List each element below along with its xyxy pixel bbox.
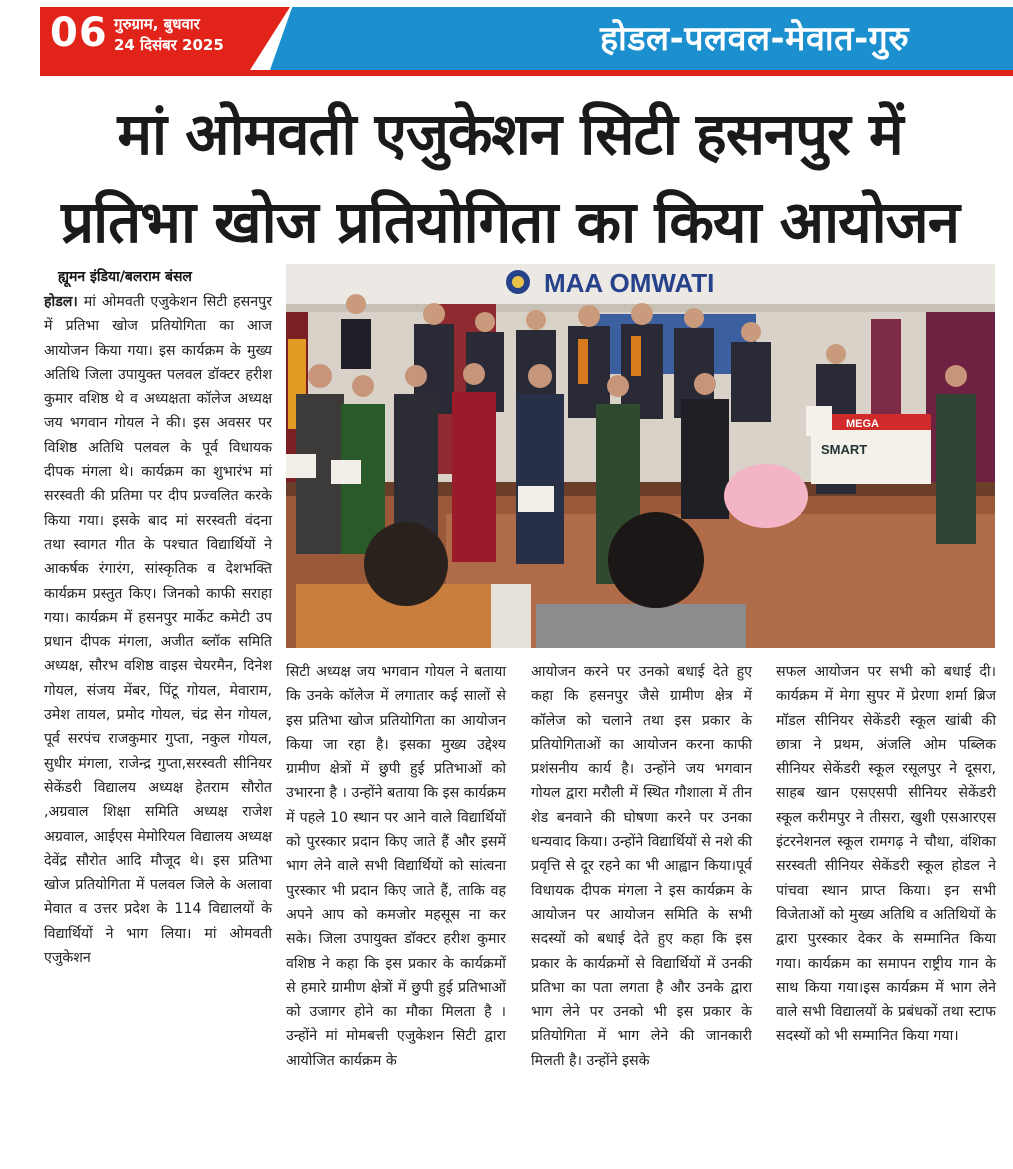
article-column-3: आयोजन करने पर उनको बधाई देते हुए कहा कि हसनपुर जैसे ग्रामीण क्षेत्र में कॉलेज को चलाने तथा इस प्रकार के प्रतियोगिताओं का आयोजन करना काफी प्रशंसनीय कार्य है। उन्होंने जय भगवान गोयल द्वारा मरौली में स्थित गौशाला में तीन शेड बनवाने की घोषणा करने पर उनका धन्यवाद किया। उन्होंने विद्यार्थियों से नशे की प्रवृत्ति से दूर रहने का भी आह्वान किया।पूर्व विधायक दीपक मंगला ने इस कार्यक्रम के आयोजन पर आयोजन समिति के सभी सदस्यों को बधाई देते हुए कहा कि इस प्रकार के कार्यक्रमों से विद्यार्थियों में उनकी प्रतिभा का पता लगता है और उनके द्वारा भाग लेने पर उनको भी इस प्रकार के प्रतियोगिता में भाग लेने की जानकारी मिलती है। उन्होंने इसके: [531, 664, 752, 1069]
article-column-4: सफल आयोजन पर सभी को बधाई दी। कार्यक्रम में मेगा सुपर में प्रेरणा शर्मा ब्रिज मॉडल सीनियर सेकेंडरी स्कूल खांबी की छात्रा ने प्रथम, अंजलि ओम पब्लिक सीनियर सेकेंडरी स्कूल रसूलपुर ने दूसरा, साहब खान एसएसपी सीनियर सेकेंडरी स्कूल करीमपुर ने तीसरा, खुशी एसआरएस इंटरनेशनल स्कूल रामगढ़ ने चौथा, वंशिका सरस्वती सीनियर सेकेंडरी स्कूल होडल ने पांचवा स्थान प्राप्त किया। इन सभी विजेताओं को मुख्य अतिथि व अतिथियों के द्वारा पुरस्कार देकर के सम्मानित किया गया। कार्यक्रम का समापन राष्ट्रीय गान के साथ किया गया।इस कार्यक्रम में भाग लेने वाले सभी विद्यालयों के प्रबंधकों तथा स्टाफ सदस्यों को भी सम्मानित किया गया।: [776, 664, 996, 1045]
location-date: [114, 14, 224, 56]
dateline: होडल।: [44, 294, 78, 310]
page-header: [0, 0, 1013, 76]
page-number: 06: [50, 10, 108, 56]
header-rule: [40, 70, 1013, 76]
event-photo: [286, 264, 995, 648]
byline: ह्यूमन इंडिया/बलराम बंसल: [58, 269, 192, 285]
article-column-1: [44, 290, 272, 970]
column-1-text: मां ओमवती एजुकेशन सिटी हसनपुर में प्रतिभा खोज प्रतियोगिता का आज आयोजन किया गया। इस कार्यक्रम के मुख्य अतिथि जिला उपायुक्त पलवल डॉक्टर हरीश कुमार वशिष्ठ थे व अध्यक्षता कॉलेज अध्यक्ष जय भगवान गोयल ने की। इस अवसर पर विशिष्ठ अतिथि पलवल के पूर्व विधायक दीपक मंगला थे। कार्यक्रम का शुभारंभ मां सरस्वती की प्रतिमा पर दीप प्रज्वलित करके किया गया। इसके बाद मां सरस्वती वंदना तथा स्वागत गीत के पश्चात विद्यार्थियों ने आकर्षक रंगारंग, सांस्कृतिक व देशभक्ति कार्यक्रम प्रस्तुत किए। जिनको काफी सराहा गया। कार्यक्रम में हसनपुर मार्केट कमेटी उप प्रधान दीपक मंगला, अजीत ब्लॉक समिति अध्यक्ष, सौरभ वशिष्ठ वाइस चेयरमैन, दिनेश गोयल, संजय मेंबर, पिंटू गोयल, मेवाराम, उमेश तायल, प्रमोद गोयल, चंद्र सेन गोयल, पूर्व सरपंच राजकुमार गुप्ता, नकुल गोयल, सुधीर मंगला, राजेन्द्र गुप्ता,सरस्वती सीनियर सेकेंडरी विद्यालय अध्यक्ष हेतराम सौरोत ,अग्रवाल शिक्षा समिति अध्यक्ष राजेश अग्रवाल, आईएस मेमोरियल विद्यालय अध्यक्ष देवेंद्र सौरोत आदि मौजूद थे। इस प्रतिभा खोज प्रतियोगिता में पलवल जिले के अलावा मेवात व उत्तर प्रदेश के 114 विद्यालयों के विद्यार्थियों ने भाग लिया। मां ओमवती एजुकेशन: [44, 294, 272, 967]
issue-date: 24 दिसंबर 2025: [114, 36, 224, 54]
headline-line-1: मां ओमवती एजुकेशन सिटी हसनपुर में: [117, 100, 903, 168]
board-text-2: SMART: [821, 442, 868, 457]
article-column-2: सिटी अध्यक्ष जय भगवान गोयल ने बताया कि उनके कॉलेज में लगातार कई सालों से इस प्रतिभा खोज प्रतियोगिता का आयोजन किया जा रहा है। इसका मुख्य उद्देश्य ग्रामीण क्षेत्रों में छुपी हुई प्रतिभाओं को उभारना है । उन्होंने बताया कि इस कार्यक्रम में पहले 10 स्थान पर आने वाले विद्यार्थियों को पुरस्कार प्रदान किए जाते हैं और इसमें भाग लेने वाले सभी विद्यार्थियों को सांत्वना पुरस्कार भी प्रदान किए जाते हैं, ताकि वह अपने आप को कमजोर महसूस ना कर सके। जिला उपायुक्त डॉक्टर हरीश कुमार वशिष्ठ ने कहा कि इस प्रकार के कार्यक्रमों से हमारे ग्रामीण क्षेत्रों में छुपी हुई प्रतिभाओं को उजागर होने का मौका मिलता है । उन्होंने मां मोमबत्ती एजुकेशन सिटी द्वारा आयोजित कार्यक्रम के: [286, 664, 506, 1069]
location-day: गुरुग्राम, बुधवार: [114, 15, 200, 33]
headline-line-2: प्रतिभा खोज प्रतियोगिता का किया आयोजन: [61, 188, 959, 256]
edition-region: होडल-पलवल-मेवात-गुरु: [600, 19, 910, 59]
banner-text: MAA OMWATI: [544, 268, 715, 298]
board-text: MEGA: [846, 418, 879, 430]
